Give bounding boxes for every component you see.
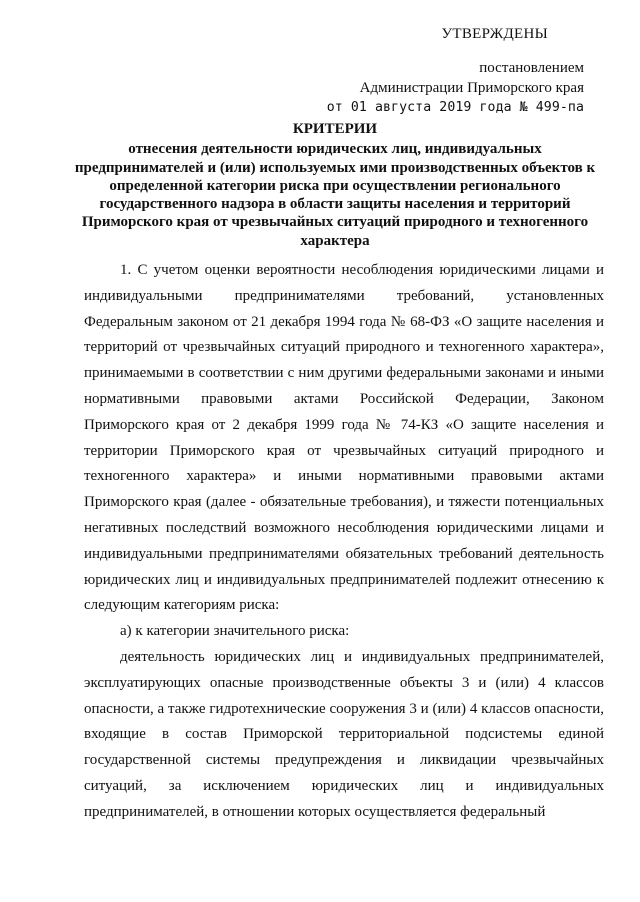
document-title: КРИТЕРИИ: [292, 121, 378, 137]
approval-line-authority: Администрации Приморского края: [359, 80, 584, 96]
approval-date-number-stamp: от 01 августа 2019 года № 499-па: [326, 100, 584, 115]
approval-block: [327, 24, 584, 118]
approval-line-resolution: постановлением: [479, 60, 584, 76]
paragraph-3: деятельность юридических лиц и индивидуальных предпринимателей, эксплуатирующих опасные производственные объекты 3 и (или) 4 классов опасности, а также гидротехнические сооружения 3 и (или) 4 классов опасности, входящие в состав Приморской территориальной подсистемы единой государственной системы предупреждения и ликвидации чрезвычайных ситуаций, за исключением юридических лиц и индивидуальных предпринимателей, в отношении которых осуществляется федеральный: [84, 648, 604, 820]
approval-heading: УТВЕРЖДЕНЫ: [441, 26, 548, 42]
paragraph-2: а) к категории значительного риска:: [120, 623, 350, 640]
document-body: [84, 258, 604, 826]
document-title-block: [70, 120, 600, 250]
paragraph-1: 1. С учетом оценки вероятности несоблюдения юридическими лицами и индивидуальными предпринимателями требований, установленных Федеральным законом от 21 декабря 1994 года № 68-ФЗ «О защите населения и территорий от чрезвычайных ситуаций природного и техногенного характера», принимаемыми в соответствии с ним другими федеральными законами и иными нормативными правовыми актами Российской Федерации, Законом Приморского края от 2 декабря 1999 года № 74-КЗ «О защите населения и территории Приморского края от чрезвычайных ситуаций природного и техногенного характера» и иными нормативными правовыми актами Приморского края (далее - обязательные требования), и тяжести потенциальных негативных последствий возможного несоблюдения юридическими лицами и индивидуальными предпринимателями обязательных требований деятельность юридических лиц и индивидуальных предпринимателей подлежит отнесению к следующим категориям риска:: [84, 262, 604, 614]
document-subtitle: отнесения деятельности юридических лиц, индивидуальных предпринимателей и (или) используемых ими производственных объектов к определенной категории риска при осуществлении регионального государственного надзора в области защиты населения и территорий Приморского края от чрезвычайных ситуаций природного и техногенного характера: [74, 141, 596, 249]
